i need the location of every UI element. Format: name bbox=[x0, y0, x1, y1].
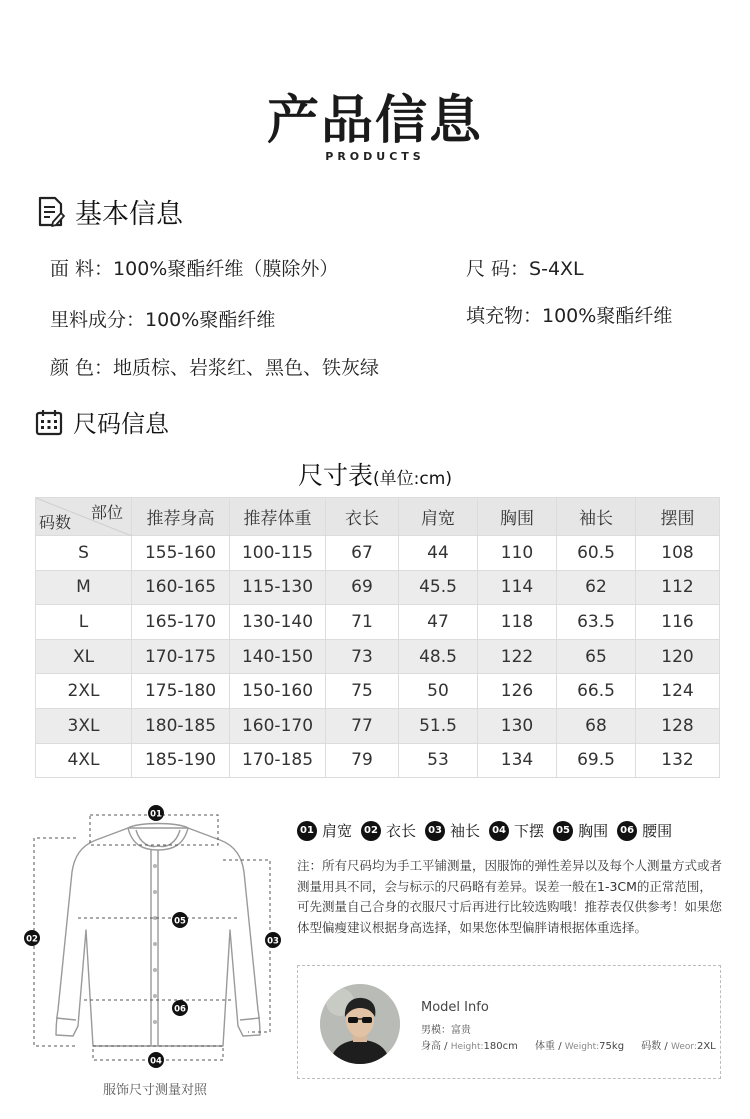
size-value-cell: 170-185 bbox=[230, 743, 326, 778]
size-value-cell: 160-170 bbox=[230, 708, 326, 743]
legend-item bbox=[617, 820, 672, 841]
size-value-cell: 53 bbox=[399, 743, 478, 778]
size-table-header-cell: 摆围 bbox=[636, 498, 720, 536]
model-height: 180cm bbox=[483, 1041, 518, 1052]
size-value-cell: 165-170 bbox=[132, 605, 230, 640]
size-value-cell: 73 bbox=[326, 639, 399, 674]
size-value-cell: 44 bbox=[399, 536, 478, 571]
table-row bbox=[36, 536, 720, 571]
size-value-cell: 108 bbox=[636, 536, 720, 571]
marker-05 bbox=[172, 912, 188, 928]
model-size-label: 码数 / bbox=[641, 1041, 671, 1052]
corner-label-size: 码数 bbox=[39, 513, 72, 532]
size-table-header-cell: 肩宽 bbox=[399, 498, 478, 536]
marker-03-label: 03 bbox=[267, 936, 279, 947]
corner-label-part: 部位 bbox=[90, 503, 123, 522]
document-icon bbox=[35, 196, 65, 228]
legend-item bbox=[489, 820, 544, 841]
model-info-title: Model Info bbox=[421, 1000, 489, 1015]
legend-number-badge: 04 bbox=[489, 821, 509, 841]
marker-05-label: 05 bbox=[174, 916, 186, 927]
marker-02-label: 02 bbox=[26, 934, 38, 945]
size-label-cell: XL bbox=[36, 639, 132, 674]
model-height-label: 身高 / bbox=[421, 1041, 451, 1052]
legend-label: 腰围 bbox=[642, 822, 673, 840]
shirt-measurement-diagram bbox=[18, 800, 293, 1075]
size-label-cell: 4XL bbox=[36, 743, 132, 778]
model-avatar bbox=[320, 984, 400, 1064]
color-info: 颜 色：地质棕、岩浆红、黑色、铁灰绿 bbox=[50, 357, 380, 379]
size-value-cell: 75 bbox=[326, 674, 399, 709]
size-value-cell: 100-115 bbox=[230, 536, 326, 571]
fabric-info: 面 料：100%聚酯纤维（膜除外） bbox=[50, 258, 339, 280]
size-table-unit: (单位:cm) bbox=[373, 469, 452, 489]
model-name: 富贵 bbox=[451, 1025, 471, 1036]
size-value-cell: 50 bbox=[399, 674, 478, 709]
legend-item bbox=[361, 820, 416, 841]
size-value-cell: 68 bbox=[557, 708, 636, 743]
table-row bbox=[36, 674, 720, 709]
size-value-cell: 71 bbox=[326, 605, 399, 640]
legend-label: 肩宽 bbox=[322, 822, 353, 840]
legend-label: 袖长 bbox=[450, 822, 481, 840]
size-value-cell: 132 bbox=[636, 743, 720, 778]
size-value-cell: 160-165 bbox=[132, 570, 230, 605]
size-value-cell: 51.5 bbox=[399, 708, 478, 743]
size-value-cell: 69.5 bbox=[557, 743, 636, 778]
calendar-icon bbox=[35, 408, 63, 436]
size-value-cell: 122 bbox=[478, 639, 557, 674]
size-value-cell: 63.5 bbox=[557, 605, 636, 640]
size-label-cell: S bbox=[36, 536, 132, 571]
model-stats-line bbox=[421, 1037, 716, 1052]
diagram-caption: 服饰尺寸测量对照 bbox=[102, 1083, 207, 1098]
size-value-cell: 155-160 bbox=[132, 536, 230, 571]
marker-04 bbox=[148, 1052, 164, 1068]
size-value-cell: 60.5 bbox=[557, 536, 636, 571]
model-name-line bbox=[421, 1021, 471, 1036]
size-table-header-cell: 衣长 bbox=[326, 498, 399, 536]
legend-item bbox=[553, 820, 608, 841]
marker-06 bbox=[172, 1000, 188, 1016]
page-subtitle: PRODUCTS bbox=[325, 150, 425, 163]
legend-item bbox=[297, 820, 352, 841]
size-table-header-cell: 推荐身高 bbox=[132, 498, 230, 536]
legend-number-badge: 01 bbox=[297, 821, 317, 841]
size-value-cell: 170-175 bbox=[132, 639, 230, 674]
size-value-cell: 128 bbox=[636, 708, 720, 743]
legend-number-badge: 02 bbox=[361, 821, 381, 841]
model-name-label: 男模： bbox=[421, 1025, 451, 1036]
size-label-cell: 2XL bbox=[36, 674, 132, 709]
size-value-cell: 130-140 bbox=[230, 605, 326, 640]
size-table-title-text: 尺寸表 bbox=[298, 461, 374, 490]
model-size-en: Weor: bbox=[670, 1042, 697, 1052]
measurement-legend bbox=[297, 820, 681, 841]
size-value-cell: 140-150 bbox=[230, 639, 326, 674]
table-row bbox=[36, 708, 720, 743]
model-weight-en: Weight: bbox=[564, 1042, 600, 1052]
legend-number-badge: 03 bbox=[425, 821, 445, 841]
model-height-en: Height: bbox=[450, 1042, 484, 1052]
size-value-cell: 62 bbox=[557, 570, 636, 605]
table-row bbox=[36, 743, 720, 778]
size-info-heading bbox=[35, 404, 169, 439]
size-value-cell: 175-180 bbox=[132, 674, 230, 709]
size-table-header-cell: 胸围 bbox=[478, 498, 557, 536]
legend-number-badge: 06 bbox=[617, 821, 637, 841]
size-value-cell: 112 bbox=[636, 570, 720, 605]
size-value-cell: 65 bbox=[557, 639, 636, 674]
basic-info-title: 基本信息 bbox=[75, 199, 183, 230]
size-value-cell: 47 bbox=[399, 605, 478, 640]
size-value-cell: 130 bbox=[478, 708, 557, 743]
size-value-cell: 114 bbox=[478, 570, 557, 605]
legend-label: 胸围 bbox=[578, 822, 609, 840]
size-table-title bbox=[0, 456, 750, 492]
size-value-cell: 134 bbox=[478, 743, 557, 778]
size-value-cell: 66.5 bbox=[557, 674, 636, 709]
size-value-cell: 45.5 bbox=[399, 570, 478, 605]
size-value-cell: 48.5 bbox=[399, 639, 478, 674]
marker-01 bbox=[148, 805, 164, 821]
model-size: 2XL bbox=[696, 1041, 716, 1052]
marker-01-label: 01 bbox=[150, 809, 162, 820]
size-value-cell: 120 bbox=[636, 639, 720, 674]
size-table-header-cell: 袖长 bbox=[557, 498, 636, 536]
size-value-cell: 67 bbox=[326, 536, 399, 571]
size-value-cell: 150-160 bbox=[230, 674, 326, 709]
size-value-cell: 79 bbox=[326, 743, 399, 778]
marker-02 bbox=[24, 930, 40, 946]
size-value-cell: 110 bbox=[478, 536, 557, 571]
size-value-cell: 180-185 bbox=[132, 708, 230, 743]
legend-label: 衣长 bbox=[386, 822, 417, 840]
marker-03 bbox=[265, 932, 281, 948]
model-weight: 75kg bbox=[599, 1041, 625, 1052]
size-label-cell: 3XL bbox=[36, 708, 132, 743]
size-value-cell: 116 bbox=[636, 605, 720, 640]
basic-info-heading bbox=[35, 192, 183, 231]
size-label-cell: M bbox=[36, 570, 132, 605]
size-value-cell: 124 bbox=[636, 674, 720, 709]
marker-06-label: 06 bbox=[174, 1004, 186, 1015]
legend-item bbox=[425, 820, 480, 841]
measurement-note: 注：所有尺码均为手工平铺测量，因服饰的弹性差异以及每个人测量方式或者测量用具不同，会与标示的尺码略有差异。误差一般在1-3CM的正常范围，可先测量自己合身的衣服尺寸后再进行比较选购哦！推荐表仅供参考！如果您体型偏瘦建议根据身高选择，如果您体型偏胖请根据体重选择。 bbox=[297, 858, 723, 935]
diagram-markers bbox=[24, 805, 281, 1068]
marker-04-label: 04 bbox=[150, 1056, 162, 1067]
size-value-cell: 115-130 bbox=[230, 570, 326, 605]
legend-number-badge: 05 bbox=[553, 821, 573, 841]
size-info-title: 尺码信息 bbox=[73, 410, 169, 438]
size-table-header-row bbox=[36, 498, 720, 536]
size-table-corner-cell bbox=[36, 498, 132, 536]
table-row bbox=[36, 605, 720, 640]
size-range-info: 尺 码：S-4XL bbox=[466, 258, 584, 280]
size-label-cell: L bbox=[36, 605, 132, 640]
size-value-cell: 126 bbox=[478, 674, 557, 709]
size-value-cell: 69 bbox=[326, 570, 399, 605]
table-row bbox=[36, 570, 720, 605]
size-table bbox=[35, 497, 720, 778]
size-table-header-cell: 推荐体重 bbox=[230, 498, 326, 536]
lining-info: 里料成分：100%聚酯纤维 bbox=[50, 309, 276, 331]
page-title: 产品信息 bbox=[266, 91, 483, 151]
size-table-body bbox=[36, 536, 720, 778]
size-value-cell: 77 bbox=[326, 708, 399, 743]
filling-info: 填充物：100%聚酯纤维 bbox=[466, 305, 673, 327]
table-row bbox=[36, 639, 720, 674]
size-value-cell: 185-190 bbox=[132, 743, 230, 778]
size-value-cell: 118 bbox=[478, 605, 557, 640]
legend-label: 下摆 bbox=[514, 822, 545, 840]
model-info-card bbox=[297, 965, 721, 1079]
model-weight-label: 体重 / bbox=[535, 1041, 565, 1052]
